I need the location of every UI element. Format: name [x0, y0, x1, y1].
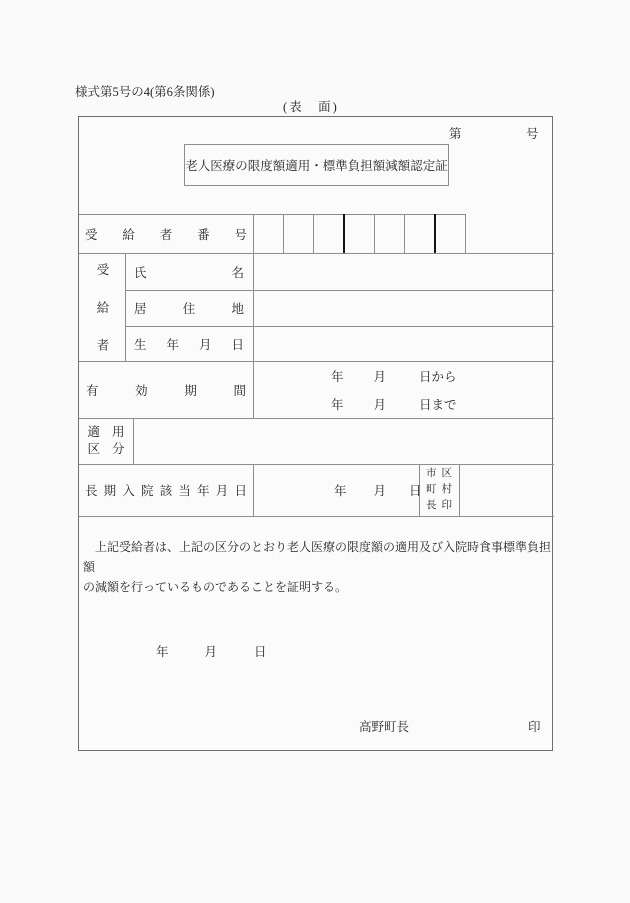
recipient-number-cell: [313, 214, 345, 253]
valid-period-label: 有効期間: [86, 383, 246, 398]
valid-from-line: [331, 367, 457, 385]
long-term-date-line: [253, 481, 422, 499]
form-number: 様式第5号の4(第6条関係): [75, 85, 215, 99]
recipient-number-cell: [436, 214, 466, 253]
grid-line: [79, 516, 554, 517]
day-label: 日: [254, 645, 267, 659]
name-label: 氏名: [134, 265, 244, 280]
birthdate-value-cell: [253, 326, 554, 361]
residence-value-cell: [253, 290, 554, 326]
statement-line-2: の減額を行っているものであることを証明する。: [83, 580, 348, 594]
name-value-cell: [253, 253, 554, 290]
month-label: 月: [373, 398, 387, 412]
long-term-label-cell: [79, 464, 253, 516]
recipient-number-cell: [404, 214, 436, 253]
year-label: 年: [334, 484, 347, 498]
doc-number-prefix: 第: [449, 127, 462, 141]
seal-area-cell: [459, 464, 554, 516]
category-value-cell: [133, 418, 554, 464]
recipient-number-cell: [283, 214, 313, 253]
valid-to-line: [331, 395, 457, 413]
recipient-number-cell: [253, 214, 283, 253]
long-term-label: 長期入院該当年月日: [85, 484, 247, 498]
signer-name: 高野町長: [359, 720, 410, 734]
day-from-label: 日から: [419, 370, 457, 384]
residence-label-cell: [125, 290, 253, 326]
certificate-title-box: [184, 144, 449, 186]
year-label: 年: [331, 370, 344, 384]
year-label: 年: [156, 645, 169, 659]
statement-line-1: 上記受給者は、上記の区分のとおり老人医療の限度額の適用及び入院時食事標準負担額: [83, 540, 552, 574]
valid-period-value-cell: [253, 361, 554, 418]
recipient-number-label: 受給者番号: [85, 227, 247, 242]
recipient-number-cell: [374, 214, 404, 253]
day-label: 日: [409, 484, 422, 498]
year-label: 年: [331, 398, 344, 412]
category-label: 適用区分: [87, 425, 125, 456]
mayor-seal-label-cell: [419, 464, 459, 516]
side-label: (表 面): [283, 100, 339, 114]
name-label-cell: [125, 253, 253, 290]
birthdate-label-cell: [125, 326, 253, 361]
recipient-number-label-cell: [79, 214, 253, 253]
month-label: 月: [373, 484, 387, 498]
certificate-table: [78, 116, 553, 751]
certification-statement: [83, 537, 551, 597]
recipient-number-cells: [253, 214, 466, 253]
residence-label: 居住地: [134, 302, 244, 316]
issue-date-line: [156, 642, 267, 660]
doc-number-suffix: 号: [526, 127, 539, 141]
recipient-number-cell: [345, 214, 374, 253]
valid-period-label-cell: [79, 361, 253, 418]
long-term-date-cell: [253, 464, 422, 516]
recipient-group-cell: [79, 253, 125, 361]
recipient-group-label: 受給者: [95, 263, 109, 351]
month-label: 月: [373, 370, 387, 384]
birthdate-label: 生年月日: [134, 337, 244, 352]
certificate-title: 老人医療の限度額適用・標準負担額減額認定証: [185, 159, 448, 173]
month-label: 月: [204, 645, 218, 659]
mayor-seal-label: 市区町村長印: [426, 468, 452, 511]
category-label-cell: [79, 418, 133, 464]
day-to-label: 日まで: [419, 398, 457, 412]
seal-mark: 印: [528, 720, 541, 734]
